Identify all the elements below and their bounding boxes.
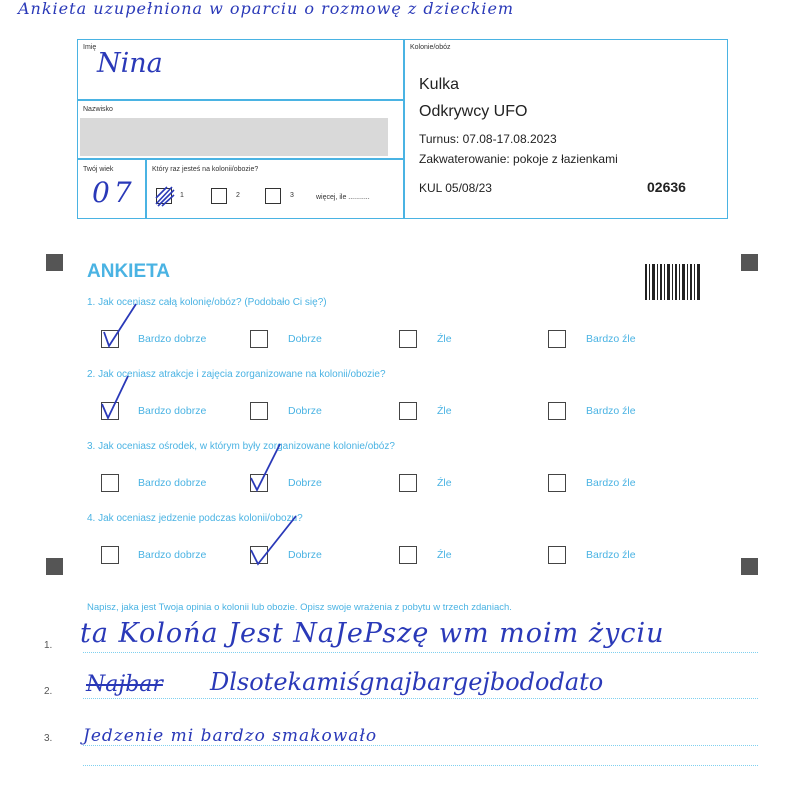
question-4: 4. Jak oceniasz jedzenie podczas kolonii/obozu? [87, 513, 303, 524]
answer-3: Jedzenie mi bardzo smakowało [83, 726, 378, 746]
age-value: 07 [92, 176, 136, 209]
survey-title: ANKIETA [87, 261, 171, 282]
first-name-value: Nina [97, 48, 163, 79]
q2-option-4-label: Bardzo źle [586, 405, 636, 417]
q1-option-3-label: Źle [437, 333, 452, 345]
q4-option-4-label: Bardzo źle [586, 549, 636, 561]
q4-option-3-label: Źle [437, 549, 452, 561]
q2-option-3-label: Źle [437, 405, 452, 417]
q4-option-3-checkbox[interactable] [399, 546, 417, 564]
accommodation: Zakwaterowanie: pokoje z łazienkami [419, 152, 618, 166]
question-2: 2. Jak oceniasz atrakcje i zajęcia zorganizowane na kolonii/obozie? [87, 369, 386, 380]
q3-option-1-checkbox[interactable] [101, 474, 119, 492]
which-time-more: więcej, ile ........... [316, 194, 370, 201]
question-3: 3. Jak oceniasz ośrodek, w którym były zorganizowane kolonie/obóz? [87, 441, 395, 452]
frame-row-divider [77, 99, 404, 101]
answer-number: 3. [44, 733, 53, 744]
first-name-label: Imię [83, 44, 97, 51]
q4-option-2-label: Dobrze [288, 549, 322, 561]
form-number: 02636 [647, 179, 686, 195]
which-time-label: Który raz jesteś na kolonii/obozie? [152, 166, 259, 173]
answer-2-crossed-out: Najbar [86, 672, 163, 697]
q4-option-1-checkbox[interactable] [101, 546, 119, 564]
q2-option-4-checkbox[interactable] [548, 402, 566, 420]
camp-label: Kolonie/obóz [410, 44, 451, 51]
frame-divider [403, 39, 405, 219]
q3-option-3-label: Źle [437, 477, 452, 489]
frame-row-divider [77, 158, 404, 160]
q1-option-3-checkbox[interactable] [399, 330, 417, 348]
q3-option-3-checkbox[interactable] [399, 474, 417, 492]
registration-marker [741, 254, 758, 271]
redaction-block [80, 118, 388, 156]
handwritten-header: Ankieta uzupełniona w oparciu o rozmowę z dzieckiem [18, 0, 515, 18]
scribble-check-icon [153, 184, 177, 208]
check-mark-icon [246, 510, 302, 568]
question-1: 1. Jak oceniasz całą kolonię/obóz? (Podobało Ci się?) [87, 297, 327, 308]
last-name-label: Nazwisko [83, 106, 113, 113]
answer-line [83, 765, 758, 766]
answer-line [83, 698, 758, 699]
barcode [645, 264, 701, 300]
turnus: Turnus: 07.08-17.08.2023 [419, 132, 557, 146]
frame-cell-divider [145, 158, 147, 219]
camp-code: KUL 05/08/23 [419, 181, 492, 195]
q4-option-4-checkbox[interactable] [548, 546, 566, 564]
answer-line [83, 652, 758, 653]
q1-option-4-checkbox[interactable] [548, 330, 566, 348]
camp-name: Kulka [419, 76, 460, 93]
q3-option-4-checkbox[interactable] [548, 474, 566, 492]
age-label: Twój wiek [83, 166, 114, 173]
which-time-checkbox-3[interactable] [265, 188, 281, 204]
which-time-option: 1 [180, 192, 184, 199]
opinion-prompt: Napisz, jaka jest Twoja opinia o kolonii lub obozie. Opisz swoje wrażenia z pobytu w trzech zdaniach. [87, 602, 512, 613]
q1-option-2-checkbox[interactable] [250, 330, 268, 348]
registration-marker [46, 254, 63, 271]
q2-option-2-checkbox[interactable] [250, 402, 268, 420]
check-mark-icon [98, 300, 142, 352]
q4-option-1-label: Bardzo dobrze [138, 549, 207, 561]
which-time-checkbox-2[interactable] [211, 188, 227, 204]
q3-option-2-label: Dobrze [288, 477, 322, 489]
q1-option-1-label: Bardzo dobrze [138, 333, 207, 345]
answer-2: Dlsotekamiśgnajbargejbododato [210, 668, 604, 696]
check-mark-icon [98, 372, 142, 424]
q1-option-2-label: Dobrze [288, 333, 322, 345]
q1-option-4-label: Bardzo źle [586, 333, 636, 345]
registration-marker [46, 558, 63, 575]
q2-option-1-label: Bardzo dobrze [138, 405, 207, 417]
q2-option-3-checkbox[interactable] [399, 402, 417, 420]
answer-number: 2. [44, 686, 53, 697]
q2-option-2-label: Dobrze [288, 405, 322, 417]
answer-number: 1. [44, 640, 53, 651]
answer-1: ta Kolońa Jest NaJePszę wm moim życiu [80, 618, 665, 649]
q3-option-4-label: Bardzo źle [586, 477, 636, 489]
registration-marker [741, 558, 758, 575]
camp-theme: Odkrywcy UFO [419, 103, 528, 120]
which-time-option: 2 [236, 192, 240, 199]
which-time-option: 3 [290, 192, 294, 199]
q3-option-1-label: Bardzo dobrze [138, 477, 207, 489]
check-mark-icon [246, 440, 290, 494]
